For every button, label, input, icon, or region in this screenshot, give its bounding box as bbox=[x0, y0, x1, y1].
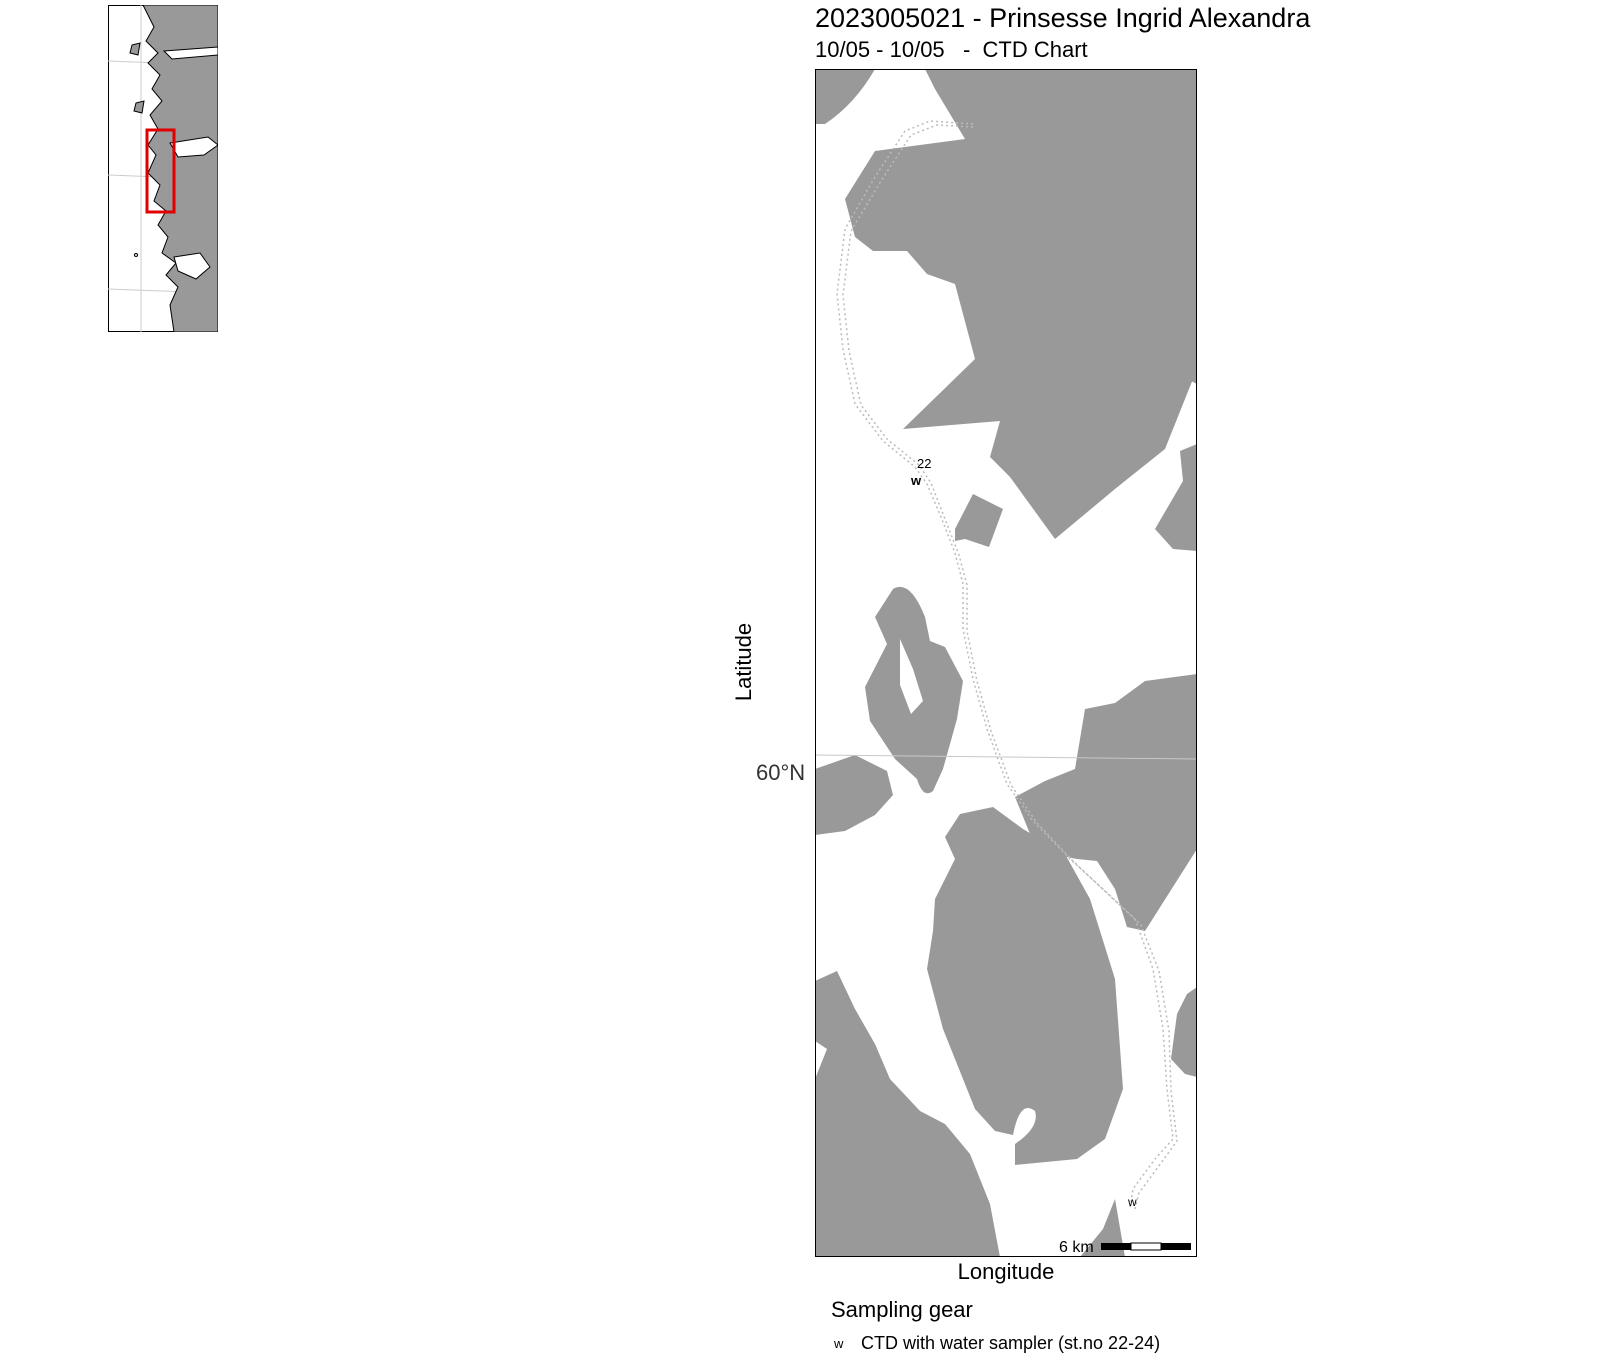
latitude-tick-label: 60°N bbox=[756, 760, 806, 785]
scale-bar-segment bbox=[1131, 1243, 1161, 1250]
legend-item-label: CTD with water sampler (st.no 22-24) bbox=[861, 1333, 1161, 1353]
x-axis-label: Longitude bbox=[957, 1259, 1055, 1284]
scale-bar-label: 6 km bbox=[1059, 1239, 1094, 1256]
legend-symbol: w bbox=[834, 1336, 844, 1351]
station-label: 22 bbox=[917, 456, 932, 471]
chart-title: 2023005021 - Prinsesse Ingrid Alexandra bbox=[815, 3, 1311, 33]
legend-title: Sampling gear bbox=[831, 1297, 973, 1322]
chart-subtitle: 10/05 - 10/05 - CTD Chart bbox=[815, 37, 1088, 62]
main-map-svg bbox=[815, 69, 1197, 1257]
main-map bbox=[815, 69, 1197, 1257]
station-marker: w bbox=[911, 473, 922, 488]
scale-bar-segment bbox=[1161, 1243, 1191, 1250]
overview-inset-svg bbox=[108, 5, 218, 332]
overview-inset-map bbox=[108, 5, 218, 332]
scale-bar-segment bbox=[1101, 1243, 1131, 1250]
inset-island bbox=[135, 254, 138, 257]
station-marker: w bbox=[1128, 1195, 1137, 1209]
y-axis-label: Latitude bbox=[731, 622, 756, 702]
